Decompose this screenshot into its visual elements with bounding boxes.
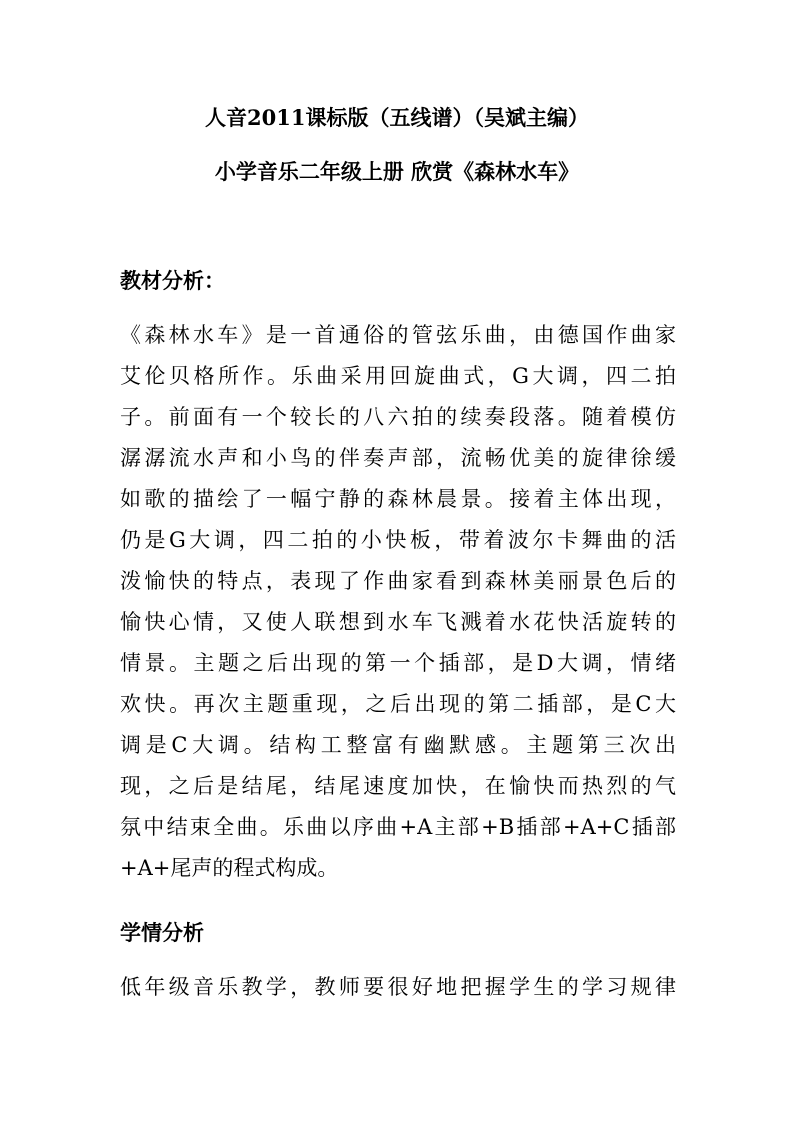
paragraph-line: 欢快。再次主题重现，之后出现的第二插部，是C大 (120, 692, 676, 716)
document-subtitle: 小学音乐二年级上册 欣赏《森林水车》 (214, 159, 580, 184)
paragraph-line: 愉快心情，又使人联想到水车飞溅着水花快活旋转的 (120, 610, 676, 634)
paragraph-line: 仍是G大调，四二拍的小快板，带着波尔卡舞曲的活 (120, 528, 676, 552)
paragraph-line: 低年级音乐教学，教师要很好地把握学生的学习规律 (120, 975, 676, 999)
paragraph-line: 氛中结束全曲。乐曲以序曲+A主部+B插部+A+C插部 (120, 815, 676, 839)
section-heading-learning: 学情分析 (120, 920, 204, 945)
paragraph-line: 子。前面有一个较长的八六拍的续奏段落。随着模仿 (120, 405, 676, 429)
section-heading-analysis: 教材分析： (120, 268, 225, 293)
paragraph-line: 潺潺流水声和小鸟的伴奏声部，流畅优美的旋律徐缓 (120, 446, 676, 470)
paragraph-line: 如歌的描绘了一幅宁静的森林晨景。接着主体出现， (120, 487, 676, 511)
paragraph-line: +A+尾声的程式构成。 (120, 856, 339, 880)
paragraph-line: 泼愉快的特点，表现了作曲家看到森林美丽景色后的 (120, 569, 676, 593)
learning-paragraph (120, 967, 676, 1008)
document-title: 人音2011课标版（五线谱）（吴斌主编） (205, 105, 589, 130)
paragraph-line: 艾伦贝格所作。乐曲采用回旋曲式，G大调，四二拍 (120, 364, 676, 388)
paragraph-line: 现，之后是结尾，结尾速度加快，在愉快而热烈的气 (120, 774, 676, 798)
paragraph-line: 调是C大调。结构工整富有幽默感。主题第三次出 (120, 733, 676, 757)
paragraph-line: 情景。主题之后出现的第一个插部，是D大调，情绪 (120, 651, 676, 675)
paragraph-line: 《森林水车》是一首通俗的管弦乐曲，由德国作曲家 (120, 323, 676, 347)
analysis-paragraph (120, 315, 676, 889)
